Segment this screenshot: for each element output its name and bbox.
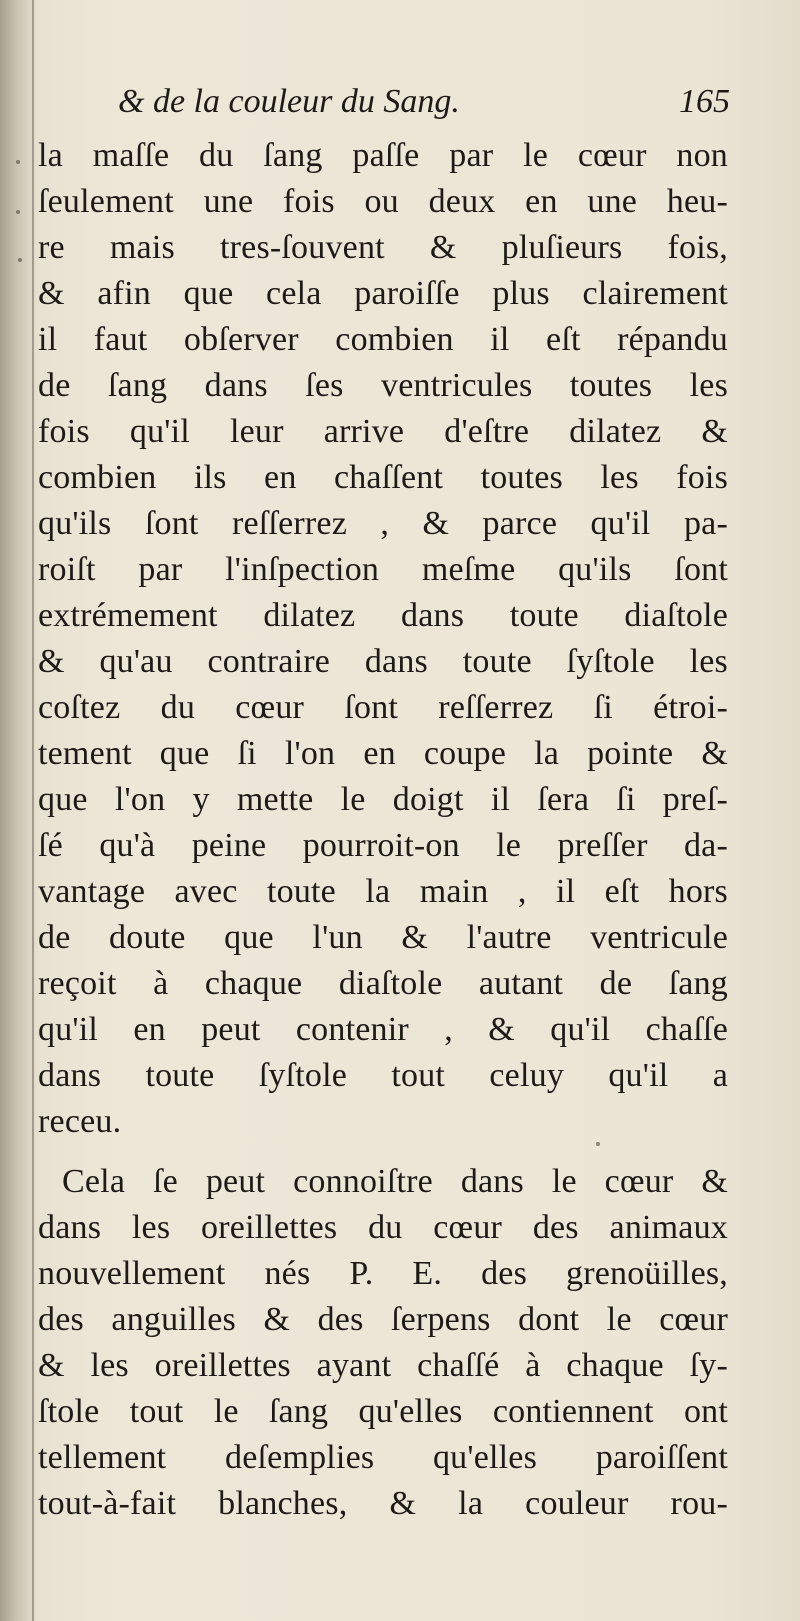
binding-edge xyxy=(32,0,34,1621)
text-line: receu. xyxy=(38,1103,122,1140)
page-header xyxy=(118,78,730,126)
paragraph xyxy=(38,133,728,1145)
text-line: vantage avec toute la main , il eſt hors xyxy=(38,873,728,910)
text-line: que l'on y mette le doigt il ſera ſi preſ- xyxy=(38,781,728,818)
text-line: tement que ſi l'on en coupe la pointe & xyxy=(38,735,728,772)
text-line: de ſang dans ſes ventricules toutes les xyxy=(38,367,728,404)
paragraph xyxy=(38,1159,728,1527)
text-line: qu'il en peut contenir , & qu'il chaſſe xyxy=(38,1011,728,1048)
page-gutter xyxy=(0,0,36,1621)
text-line: qu'ils ſont reſſerrez , & parce qu'il pa- xyxy=(38,505,728,542)
text-line: combien ils en chaſſent toutes les fois xyxy=(38,459,728,496)
text-line: & qu'au contraire dans toute ſyſtole les xyxy=(38,643,728,680)
text-line: dans les oreillettes du cœur des animaux xyxy=(38,1209,728,1246)
ink-speck xyxy=(16,210,20,214)
text-line: re mais tres-ſouvent & pluſieurs fois, xyxy=(38,229,728,266)
text-line: & les oreillettes ayant chaſſé à chaque ſy- xyxy=(38,1347,728,1384)
page-number: 165 xyxy=(679,83,730,120)
text-line: & afin que cela paroiſſe plus clairement xyxy=(38,275,728,312)
ink-speck xyxy=(16,160,20,164)
running-title: & de la couleur du Sang. xyxy=(118,83,460,120)
text-line: la maſſe du ſang paſſe par le cœur non xyxy=(38,137,728,174)
text-line: reçoit à chaque diaſtole autant de ſang xyxy=(38,965,728,1002)
body-text xyxy=(38,133,728,1527)
text-line: ſtole tout le ſang qu'elles contiennent ont xyxy=(38,1393,728,1430)
ink-speck xyxy=(596,1142,600,1146)
text-line: ſé qu'à peine pourroit-on le preſſer da- xyxy=(38,827,728,864)
text-line: Cela ſe peut connoiſtre dans le cœur & xyxy=(62,1163,728,1200)
text-line: ſeulement une fois ou deux en une heu- xyxy=(38,183,728,220)
text-line: de doute que l'un & l'autre ventricule xyxy=(38,919,728,956)
text-line: tellement deſemplies qu'elles paroiſſent xyxy=(38,1439,728,1476)
text-line: nouvellement nés P. E. des grenoüilles, xyxy=(38,1255,728,1292)
text-line: dans toute ſyſtole tout celuy qu'il a xyxy=(38,1057,728,1094)
paragraph-spacer xyxy=(38,1145,728,1159)
text-line: fois qu'il leur arrive d'eſtre dilatez & xyxy=(38,413,728,450)
text-line: des anguilles & des ſerpens dont le cœur xyxy=(38,1301,728,1338)
text-line: extrémement dilatez dans toute diaſtole xyxy=(38,597,728,634)
text-line: tout-à-fait blanches, & la couleur rou- xyxy=(38,1485,728,1522)
text-line: roiſt par l'inſpection meſme qu'ils ſont xyxy=(38,551,728,588)
ink-speck xyxy=(18,258,22,262)
text-line: coſtez du cœur ſont reſſerrez ſi étroi- xyxy=(38,689,728,726)
text-line: il faut obſerver combien il eſt répandu xyxy=(38,321,728,358)
